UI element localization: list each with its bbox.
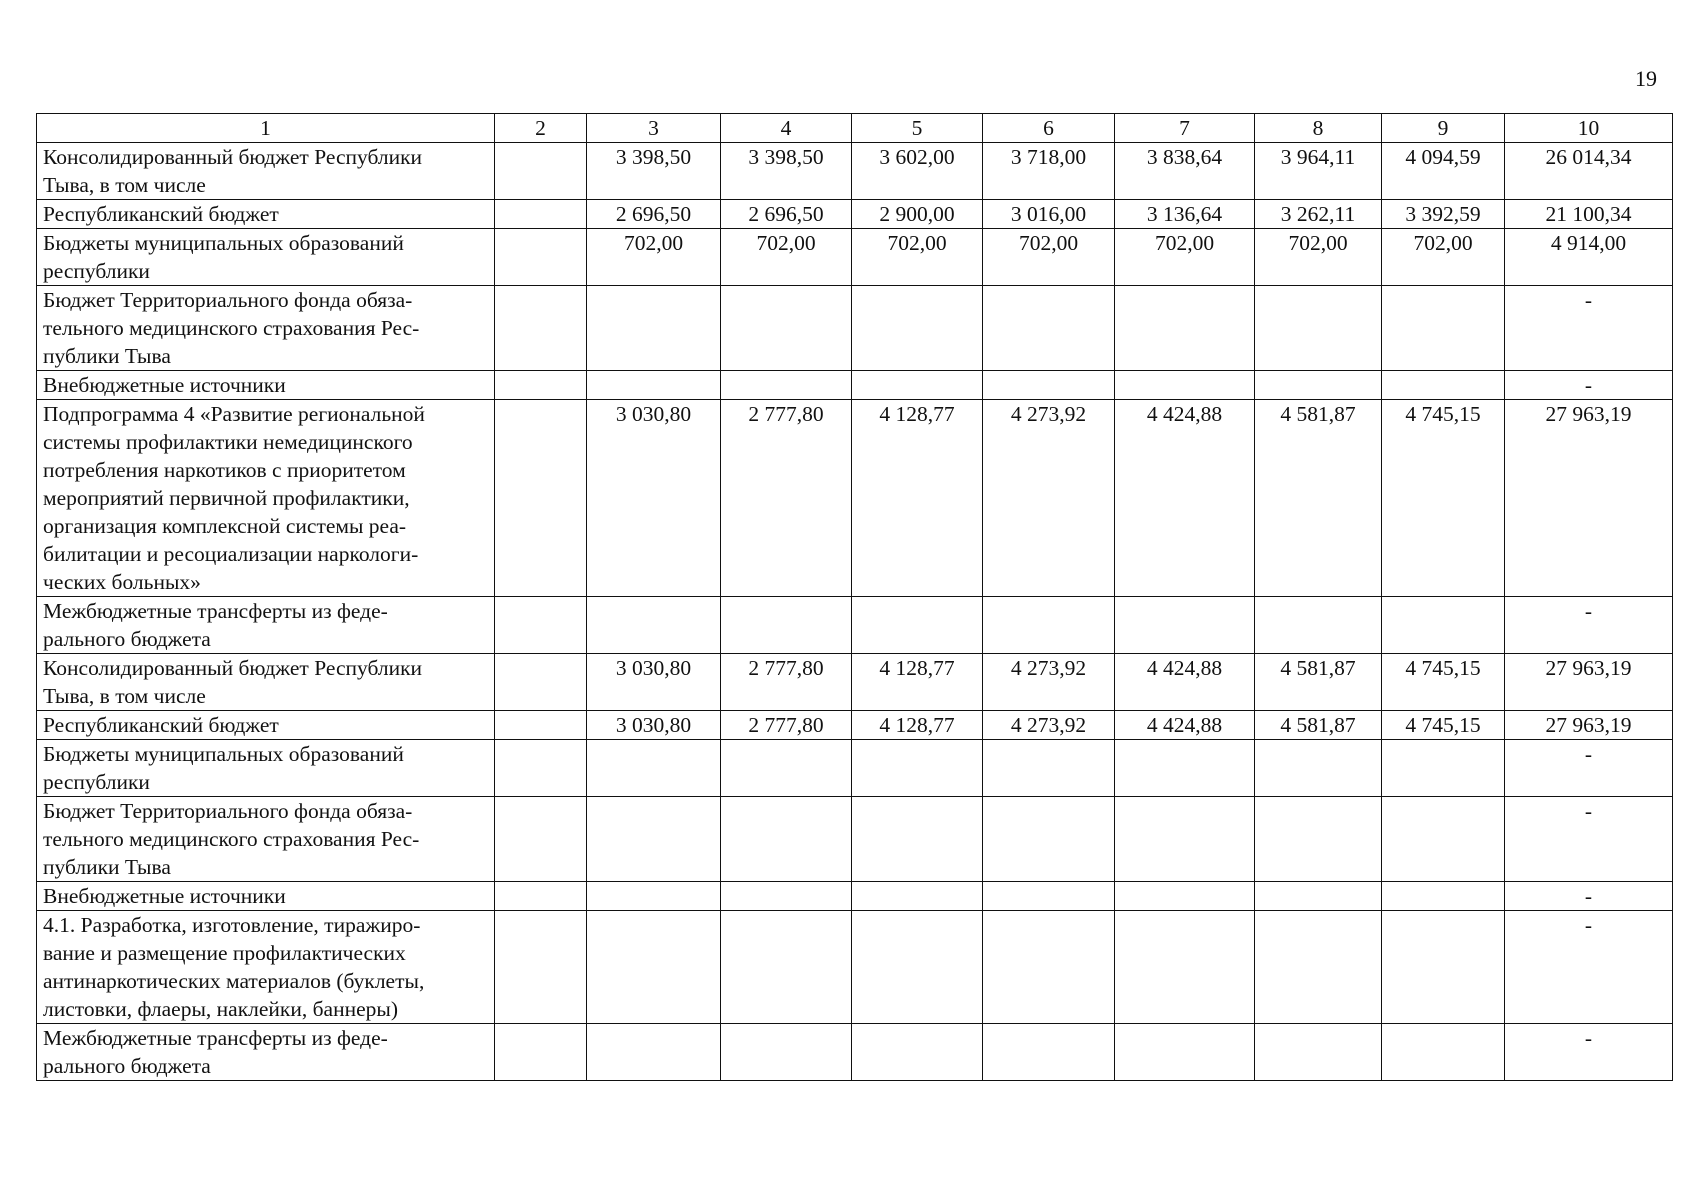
table-row <box>37 229 1673 286</box>
cell-total: 27 963,19 <box>1505 654 1673 711</box>
cell-value: 4 581,87 <box>1255 654 1382 711</box>
cell-total: - <box>1505 911 1673 1024</box>
header-row <box>37 114 1673 143</box>
row-label-line: тельного медицинского страхования Рес- <box>43 827 420 851</box>
row-label-line: Бюджеты муниципальных образований <box>43 231 404 255</box>
row-label-line: вание и размещение профилактических <box>43 941 406 965</box>
row-label-line: Подпрограмма 4 «Развитие региональной <box>43 402 425 426</box>
cell-value: 2 696,50 <box>721 200 852 229</box>
column-number: 4 <box>721 114 852 143</box>
row-label-line: потребления наркотиков с приоритетом <box>43 458 406 482</box>
table-body <box>37 143 1673 1081</box>
cell-value: 3 398,50 <box>721 143 852 200</box>
table-row <box>37 143 1673 200</box>
table-row <box>37 711 1673 740</box>
cell-total: - <box>1505 740 1673 797</box>
cell-value <box>1255 286 1382 371</box>
cell-col2 <box>495 882 587 911</box>
cell-value <box>1115 597 1255 654</box>
cell-value <box>983 797 1115 882</box>
cell-value: 2 900,00 <box>852 200 983 229</box>
cell-value: 2 777,80 <box>721 654 852 711</box>
row-label-line: рального бюджета <box>43 1054 211 1078</box>
cell-value <box>1255 1024 1382 1081</box>
cell-value <box>587 1024 721 1081</box>
cell-value <box>1115 740 1255 797</box>
budget-table <box>36 113 1673 1081</box>
cell-value <box>587 286 721 371</box>
cell-value: 4 745,15 <box>1382 654 1505 711</box>
cell-total: 27 963,19 <box>1505 400 1673 597</box>
cell-value <box>852 371 983 400</box>
cell-value <box>1255 911 1382 1024</box>
cell-value: 702,00 <box>852 229 983 286</box>
cell-col2 <box>495 229 587 286</box>
cell-col2 <box>495 1024 587 1081</box>
cell-value: 2 777,80 <box>721 400 852 597</box>
cell-value: 4 424,88 <box>1115 654 1255 711</box>
cell-value <box>1255 371 1382 400</box>
cell-value <box>983 911 1115 1024</box>
row-label-line: 4.1. Разработка, изготовление, тиражиро- <box>43 913 421 937</box>
row-label <box>37 229 495 286</box>
cell-value: 4 424,88 <box>1115 711 1255 740</box>
cell-total: - <box>1505 882 1673 911</box>
cell-value: 3 030,80 <box>587 654 721 711</box>
cell-value: 3 262,11 <box>1255 200 1382 229</box>
cell-value <box>852 797 983 882</box>
cell-value <box>587 911 721 1024</box>
row-label <box>37 286 495 371</box>
cell-value <box>852 286 983 371</box>
row-label-line: антинаркотических материалов (буклеты, <box>43 969 425 993</box>
table-row <box>37 286 1673 371</box>
row-label-line: Межбюджетные трансферты из феде- <box>43 1026 388 1050</box>
cell-value <box>587 597 721 654</box>
row-label-line: Республиканский бюджет <box>43 713 279 737</box>
cell-value <box>1115 286 1255 371</box>
row-label-line: республики <box>43 770 150 794</box>
row-label-line: Бюджет Территориального фонда обяза- <box>43 799 413 823</box>
cell-value <box>1115 371 1255 400</box>
row-label-line: листовки, флаеры, наклейки, баннеры) <box>43 997 399 1021</box>
row-label <box>37 797 495 882</box>
table-row <box>37 200 1673 229</box>
row-label-line: публики Тыва <box>43 344 171 368</box>
cell-value <box>983 1024 1115 1081</box>
cell-value <box>852 740 983 797</box>
row-label <box>37 711 495 740</box>
cell-value: 4 424,88 <box>1115 400 1255 597</box>
cell-value <box>983 740 1115 797</box>
row-label-line: Бюджет Территориального фонда обяза- <box>43 288 413 312</box>
row-label-line: Республиканский бюджет <box>43 202 279 226</box>
cell-value <box>1382 882 1505 911</box>
cell-value: 3 398,50 <box>587 143 721 200</box>
cell-value <box>721 371 852 400</box>
row-label-line: Консолидированный бюджет Республики <box>43 656 423 680</box>
cell-value: 702,00 <box>1255 229 1382 286</box>
cell-value: 4 273,92 <box>983 711 1115 740</box>
column-number: 2 <box>495 114 587 143</box>
cell-value: 702,00 <box>1115 229 1255 286</box>
row-label-line: Тыва, в том числе <box>43 684 206 708</box>
cell-value: 702,00 <box>983 229 1115 286</box>
table-row <box>37 597 1673 654</box>
cell-col2 <box>495 143 587 200</box>
cell-col2 <box>495 711 587 740</box>
cell-value <box>1255 797 1382 882</box>
cell-value: 4 128,77 <box>852 711 983 740</box>
cell-value <box>983 371 1115 400</box>
cell-value: 4 581,87 <box>1255 711 1382 740</box>
cell-value <box>852 911 983 1024</box>
cell-value: 2 696,50 <box>587 200 721 229</box>
table-row <box>37 797 1673 882</box>
cell-value <box>852 597 983 654</box>
column-number: 7 <box>1115 114 1255 143</box>
row-label <box>37 882 495 911</box>
cell-value <box>1382 797 1505 882</box>
cell-value <box>587 371 721 400</box>
row-label-line: тельного медицинского страхования Рес- <box>43 316 420 340</box>
cell-value <box>721 882 852 911</box>
row-label <box>37 654 495 711</box>
row-label <box>37 911 495 1024</box>
row-label-line: Межбюджетные трансферты из феде- <box>43 599 388 623</box>
row-label <box>37 1024 495 1081</box>
cell-value: 4 128,77 <box>852 654 983 711</box>
cell-value <box>587 882 721 911</box>
row-label-line: Внебюджетные источники <box>43 373 286 397</box>
cell-value <box>1382 371 1505 400</box>
cell-value: 4 094,59 <box>1382 143 1505 200</box>
cell-value: 4 128,77 <box>852 400 983 597</box>
cell-value: 3 602,00 <box>852 143 983 200</box>
cell-value <box>983 286 1115 371</box>
cell-value <box>721 286 852 371</box>
table-row <box>37 911 1673 1024</box>
cell-value <box>721 911 852 1024</box>
cell-total: - <box>1505 597 1673 654</box>
cell-col2 <box>495 400 587 597</box>
cell-value <box>1115 882 1255 911</box>
cell-value: 4 273,92 <box>983 654 1115 711</box>
table-row <box>37 400 1673 597</box>
cell-value <box>721 1024 852 1081</box>
cell-value <box>1382 911 1505 1024</box>
column-number: 1 <box>37 114 495 143</box>
cell-value: 702,00 <box>1382 229 1505 286</box>
cell-col2 <box>495 597 587 654</box>
row-label-line: республики <box>43 259 150 283</box>
row-label-line: Тыва, в том числе <box>43 173 206 197</box>
cell-value <box>983 882 1115 911</box>
row-label-line: билитации и ресоциализации наркологи- <box>43 542 419 566</box>
table-row <box>37 740 1673 797</box>
cell-value: 2 777,80 <box>721 711 852 740</box>
column-number: 10 <box>1505 114 1673 143</box>
table-row <box>37 654 1673 711</box>
cell-value <box>1382 1024 1505 1081</box>
cell-value: 3 718,00 <box>983 143 1115 200</box>
cell-value <box>721 740 852 797</box>
row-label-line: Консолидированный бюджет Республики <box>43 145 423 169</box>
cell-total: - <box>1505 1024 1673 1081</box>
table-header <box>37 114 1673 143</box>
cell-total: 26 014,34 <box>1505 143 1673 200</box>
row-label-line: организация комплексной системы реа- <box>43 514 407 538</box>
row-label-line: мероприятий первичной профилактики, <box>43 486 410 510</box>
cell-value <box>1115 797 1255 882</box>
cell-total: - <box>1505 797 1673 882</box>
cell-total: - <box>1505 286 1673 371</box>
row-label-line: Внебюджетные источники <box>43 884 286 908</box>
cell-col2 <box>495 654 587 711</box>
row-label <box>37 200 495 229</box>
cell-value: 3 392,59 <box>1382 200 1505 229</box>
row-label-line: рального бюджета <box>43 627 211 651</box>
table-row <box>37 882 1673 911</box>
cell-total: - <box>1505 371 1673 400</box>
cell-value <box>587 740 721 797</box>
cell-value: 3 838,64 <box>1115 143 1255 200</box>
cell-col2 <box>495 200 587 229</box>
cell-value <box>1255 882 1382 911</box>
cell-value: 3 136,64 <box>1115 200 1255 229</box>
cell-value: 4 745,15 <box>1382 711 1505 740</box>
cell-value <box>1255 740 1382 797</box>
cell-total: 4 914,00 <box>1505 229 1673 286</box>
cell-value <box>852 1024 983 1081</box>
cell-total: 21 100,34 <box>1505 200 1673 229</box>
cell-value: 3 016,00 <box>983 200 1115 229</box>
cell-col2 <box>495 371 587 400</box>
cell-value: 4 581,87 <box>1255 400 1382 597</box>
cell-value: 702,00 <box>721 229 852 286</box>
cell-value: 4 273,92 <box>983 400 1115 597</box>
cell-col2 <box>495 911 587 1024</box>
cell-value <box>1115 911 1255 1024</box>
cell-value <box>721 797 852 882</box>
cell-value: 3 030,80 <box>587 711 721 740</box>
cell-value <box>1382 286 1505 371</box>
row-label <box>37 597 495 654</box>
cell-col2 <box>495 286 587 371</box>
cell-value: 3 030,80 <box>587 400 721 597</box>
cell-col2 <box>495 740 587 797</box>
row-label <box>37 400 495 597</box>
cell-value: 3 964,11 <box>1255 143 1382 200</box>
page-number: 19 <box>1635 66 1657 91</box>
cell-value <box>1382 597 1505 654</box>
table-row <box>37 1024 1673 1081</box>
cell-value: 4 745,15 <box>1382 400 1505 597</box>
cell-col2 <box>495 797 587 882</box>
cell-value <box>1382 740 1505 797</box>
cell-value <box>1255 597 1382 654</box>
column-number: 9 <box>1382 114 1505 143</box>
row-label-line: Бюджеты муниципальных образований <box>43 742 404 766</box>
row-label-line: публики Тыва <box>43 855 171 879</box>
row-label <box>37 740 495 797</box>
column-number: 3 <box>587 114 721 143</box>
column-number: 5 <box>852 114 983 143</box>
cell-value <box>852 882 983 911</box>
table-row <box>37 371 1673 400</box>
cell-total: 27 963,19 <box>1505 711 1673 740</box>
row-label-line: системы профилактики немедицинского <box>43 430 413 454</box>
row-label <box>37 143 495 200</box>
row-label <box>37 371 495 400</box>
cell-value: 702,00 <box>587 229 721 286</box>
cell-value <box>587 797 721 882</box>
cell-value <box>1115 1024 1255 1081</box>
column-number: 8 <box>1255 114 1382 143</box>
column-number: 6 <box>983 114 1115 143</box>
row-label-line: ческих больных» <box>43 570 201 594</box>
cell-value <box>983 597 1115 654</box>
cell-value <box>721 597 852 654</box>
